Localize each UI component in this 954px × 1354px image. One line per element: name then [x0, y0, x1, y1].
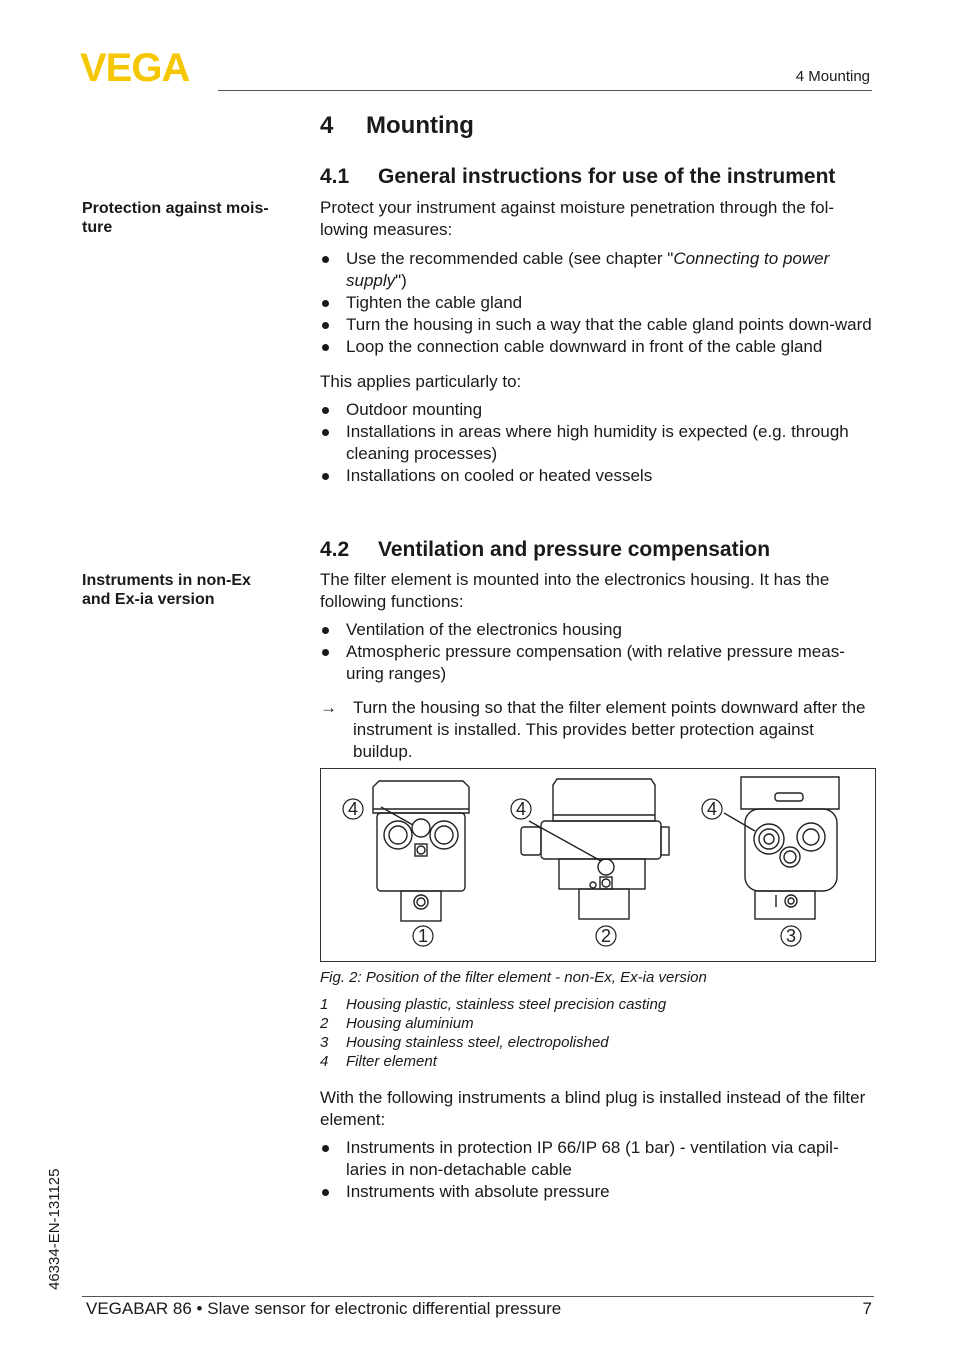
list-item: Outdoor mounting	[320, 399, 876, 421]
callout-4: 4	[347, 799, 359, 819]
section-title: Ventilation and pressure compensation	[378, 538, 771, 561]
section-title: General instructions for use of the instrument	[378, 165, 836, 188]
section-4-1-body	[320, 197, 876, 487]
bullet-list	[320, 619, 876, 685]
paragraph: This applies particularly to:	[320, 372, 522, 391]
callout-2: 2	[600, 926, 612, 946]
callout-4: 4	[706, 799, 718, 819]
figure-filter-element	[320, 768, 876, 962]
header-divider	[218, 90, 872, 91]
callout-1: 1	[417, 926, 429, 946]
list-item: Tighten the cable gland	[320, 292, 876, 314]
footer-text: VEGABAR 86 • Slave sensor for electronic differential pressure	[86, 1299, 562, 1318]
instruction-text: Turn the housing so that the filter element points downward after the instrument is installed. This provides better protection against buildup.	[353, 698, 866, 761]
arrow-icon: →	[320, 698, 337, 717]
list-item: Use the recommended cable (see chapter "Connecting to power supply")	[320, 248, 876, 292]
section-heading-4-1	[320, 165, 835, 189]
side-label-moisture: Protection against mois- ture	[82, 200, 269, 236]
bullet-list	[320, 399, 876, 487]
section-heading-4-2	[320, 538, 770, 562]
figure-caption: Fig. 2: Position of the filter element - non-Ex, Ex-ia version	[320, 969, 707, 986]
list-item: Turn the housing in such a way that the cable gland points down-ward	[320, 314, 876, 336]
instruction-step	[320, 697, 876, 763]
section-4-2-body	[320, 569, 876, 763]
callout-3: 3	[785, 926, 797, 946]
list-item: Loop the connection cable downward in front of the cable gland	[320, 336, 876, 358]
figure-legend	[320, 995, 666, 1071]
footer-divider	[82, 1296, 874, 1297]
header-section: 4 Mounting	[795, 68, 870, 85]
legend-item: 4 Filter element	[320, 1053, 437, 1070]
list-item: Instruments with absolute pressure	[320, 1181, 876, 1203]
section-number: 4.1	[320, 165, 350, 188]
chapter-number: 4	[320, 112, 334, 139]
list-item: Atmospheric pressure compensation (with relative pressure meas-uring ranges)	[320, 641, 876, 685]
paragraph: Protect your instrument against moisture penetration through the fol-lowing measures:	[320, 198, 835, 239]
list-item: Ventilation of the electronics housing	[320, 619, 876, 641]
side-label-instruments: Instruments in non-Ex and Ex-ia version	[82, 572, 251, 608]
housing-plastic-drawing	[373, 781, 469, 921]
callout-4: 4	[515, 799, 527, 819]
paragraph: The filter element is mounted into the electronics housing. It has the following functions:	[320, 570, 830, 611]
page-number: 7	[862, 1299, 872, 1318]
legend-item: 3 Housing stainless steel, electropolished	[320, 1034, 609, 1051]
legend-item: 1 Housing plastic, stainless steel precision casting	[320, 996, 667, 1013]
vega-logo	[80, 50, 212, 84]
housing-aluminium-drawing	[521, 779, 669, 919]
legend-item: 2 Housing aluminium	[320, 1015, 474, 1032]
document-code: 46334-EN-131125	[46, 1168, 63, 1290]
bullet-list	[320, 248, 876, 358]
bullet-list	[320, 1137, 876, 1203]
list-item: Installations on cooled or heated vessels	[320, 465, 876, 487]
logo-text: VEGA	[80, 50, 190, 84]
paragraph: With the following instruments a blind plug is installed instead of the filter element:	[320, 1088, 866, 1129]
chapter-title	[320, 112, 474, 140]
section-number: 4.2	[320, 538, 350, 561]
chapter-title-text: Mounting	[366, 112, 474, 139]
housing-stainless-drawing	[724, 777, 839, 919]
blind-plug-section	[320, 1087, 876, 1203]
list-item: Instruments in protection IP 66/IP 68 (1 bar) - ventilation via capil-laries in non-detachable cable	[320, 1137, 876, 1181]
list-item: Installations in areas where high humidity is expected (e.g. through cleaning processes)	[320, 421, 876, 465]
